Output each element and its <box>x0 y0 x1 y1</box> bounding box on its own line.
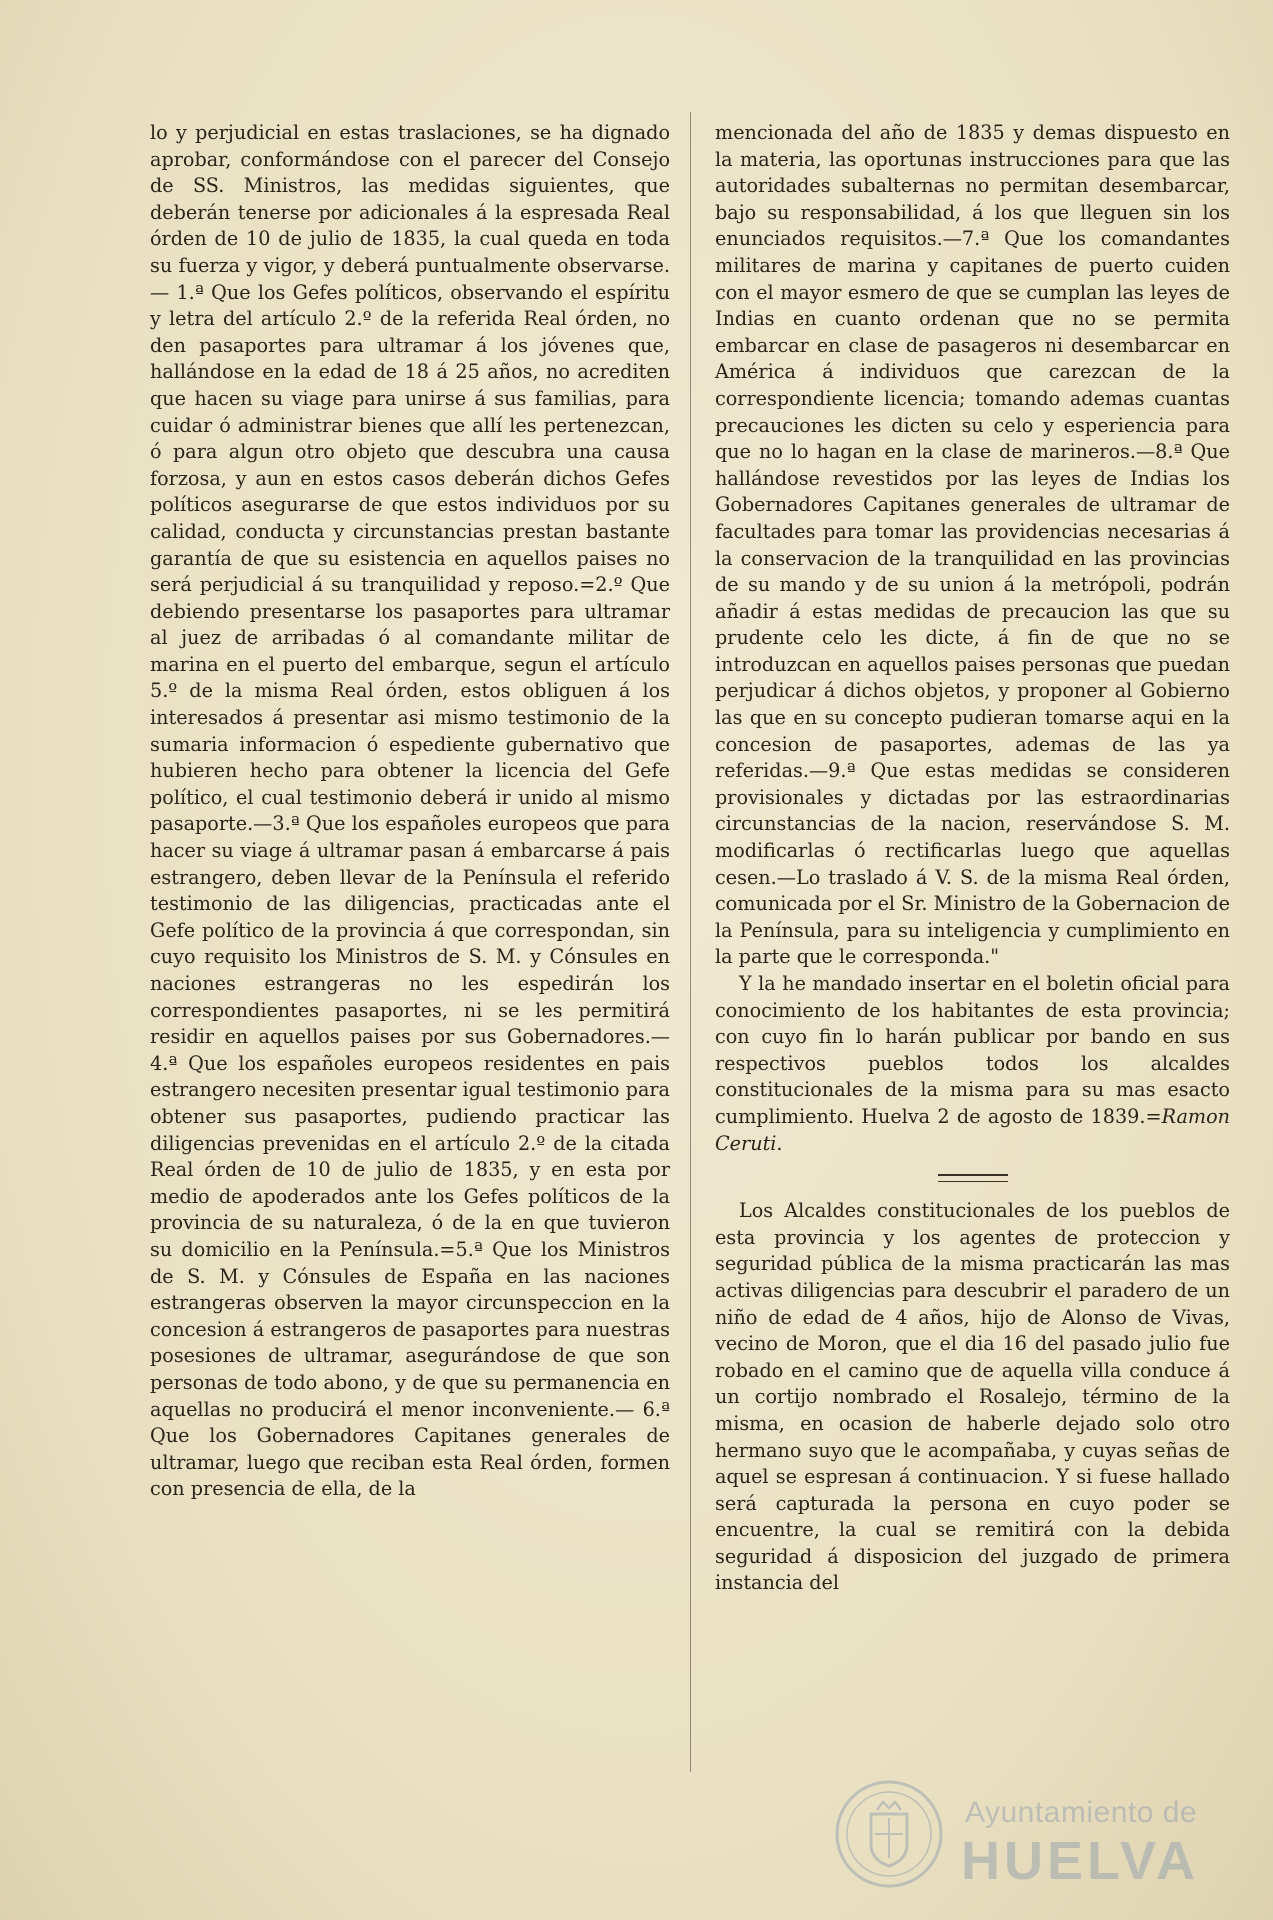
right-column <box>715 120 1230 1597</box>
coat-of-arms-icon <box>833 1778 945 1890</box>
watermark-line-2: HUELVA <box>961 1831 1199 1891</box>
archive-watermark <box>833 1778 1213 1898</box>
section-separator <box>715 1171 1230 1182</box>
column-divider <box>690 112 691 1772</box>
publication-order-text: Y la he mandado insertar en el boletin oficial para conocimiento de los habitantes de esta provincia; con cuyo fin lo harán publicar por bando en sus respectivos pueblos todos los alcaldes constitucionales de la misma para su mas esacto cumplimiento. Huelva 2 de agosto de 1839.= <box>715 972 1230 1128</box>
left-column <box>150 120 670 1503</box>
publication-order <box>715 971 1230 1157</box>
watermark-line-1: Ayuntamiento de <box>965 1796 1198 1829</box>
signature: Ramon Ceruti. <box>715 1104 1230 1155</box>
left-column-text: lo y perjudicial en estas traslaciones, se ha dignado aprobar, conformándose con el parecer del Consejo de SS. Ministros, las medidas siguientes, que deberán tenerse por adicionales á la espresada Real órden de 10 de julio de 1835, la cual queda en toda su fuerza y vigor, y deberá puntualmente observarse.— 1.ª Que los Gefes políticos, observando el espíritu y letra del artículo 2.º de la referida Real órden, no den pasaportes para ultramar á los jóvenes que, hallándose en la edad de 18 á 25 años, no acrediten que hacen su viage para unirse á sus familias, para cuidar ó administrar bienes que allí les pertenezcan, ó para algun otro objeto que descubra una causa forzosa, y aun en estos casos deberán dichos Gefes políticos asegurarse de que estos individuos por su calidad, conducta y circunstancias prestan bastante garantía de que su esistencia en aquellos paises no será perjudicial á su tranquilidad y reposo.=2.º Que debiendo presentarse los pasaportes para ultramar al juez de arribadas ó al comandante militar de marina en el puerto del embarque, segun el artículo 5.º de la misma Real órden, estos obliguen á los interesados á presentar asi mismo testimonio de la sumaria informacion ó espediente gubernativo que hubieren hecho para obtener la licencia del Gefe político, el cual testimonio deberá ir unido al mismo pasaporte.—3.ª Que los españoles europeos que para hacer su viage á ultramar pasan á embarcarse á pais estrangero, deben llevar de la Península el referido testimonio de las diligencias, practicadas ante el Gefe político de la provincia á que correspondan, sin cuyo requisito los Ministros de S. M. y Cónsules en naciones estrangeras no les espedirán los correspondientes pasaportes, ni se les permitirá residir en aquellos paises por sus Gobernadores.—4.ª Que los españoles europeos residentes en pais estrangero necesiten presentar igual testimonio para obtener sus pasaportes, pudiendo practicar las diligencias prevenidas en el artículo 2.º de la citada Real órden de 10 de julio de 1835, y en esta por medio de apoderados ante los Gefes políticos de la provincia de su naturaleza, ó de la en que tuvieron su domicilio en la Península.=5.ª Que los Ministros de S. M. y Cónsules de España en las naciones estrangeras observen la mayor circunspeccion en la concesion á estrangeros de pasaportes para nuestras posesiones de ultramar, asegurándose de que son personas de todo abono, y de que su permanencia en aquellas no producirá el menor inconveniente.— 6.ª Que los Gobernadores Capitanes generales de ultramar, luego que reciban esta Real órden, formen con presencia de ella, de la <box>150 121 670 1501</box>
missing-child-notice: Los Alcaldes constitucionales de los pueblos de esta provincia y los agentes de proteccion y seguridad pública de la misma practicarán las mas activas diligencias para descubrir el paradero de un niño de edad de 4 años, hijo de Alonso de Vivas, vecino de Moron, que el dia 16 del pasado julio fue robado en el camino que de aquella villa conduce á un cortijo nombrado el Rosalejo, término de la misma, en ocasion de haberle dejado solo otro hermano suyo que le acompañaba, y cuyas señas de aquel se espresan á continuacion. Y si fuese hallado será capturada la persona en cuyo poder se encuentre, la cual se remitirá con la debida seguridad á disposicion del juzgado de primera instancia del <box>715 1199 1230 1595</box>
decree-continuation: mencionada del año de 1835 y demas dispuesto en la materia, las oportunas instrucciones para que las autoridades subalternas no permitan desembarcar, bajo su responsabilidad, á los que lleguen sin los enunciados requisitos.—7.ª Que los comandantes militares de marina y capitanes de puerto cuiden con el mayor esmero de que se cumplan las leyes de Indias en cuanto ordenan que no se permita embarcar en clase de pasageros ni desembarcar en América á individuos que carezcan de la correspondiente licencia; tomando ademas cuantas precauciones les dicten su celo y esperiencia para que no lo hagan en la clase de marineros.—8.ª Que hallándose revestidos por las leyes de Indias los Gobernadores Capitanes generales de ultramar de facultades para tomar las providencias necesarias á la conservacion de la tranquilidad en las provincias de su mando y de su union á la metrópoli, podrán añadir á estas medidas de precaucion las que su prudente celo les dicte, á fin de que no se introduzcan en aquellos paises personas que puedan perjudicar á dichos objetos, y proponer al Gobierno las que en su concepto pudieran tomarse aqui en la concesion de pasaportes, ademas de las ya referidas.—9.ª Que estas medidas se consideren provisionales y dictadas por las estraordinarias circunstancias de la nacion, reservándose S. M. modificarlas ó rectificarlas luego que aquellas cesen.—Lo traslado á V. S. de la misma Real órden, comunicada por el Sr. Ministro de la Gobernacion de la Península, para su inteligencia y cumplimiento en la parte que le corresponda." <box>715 121 1230 969</box>
